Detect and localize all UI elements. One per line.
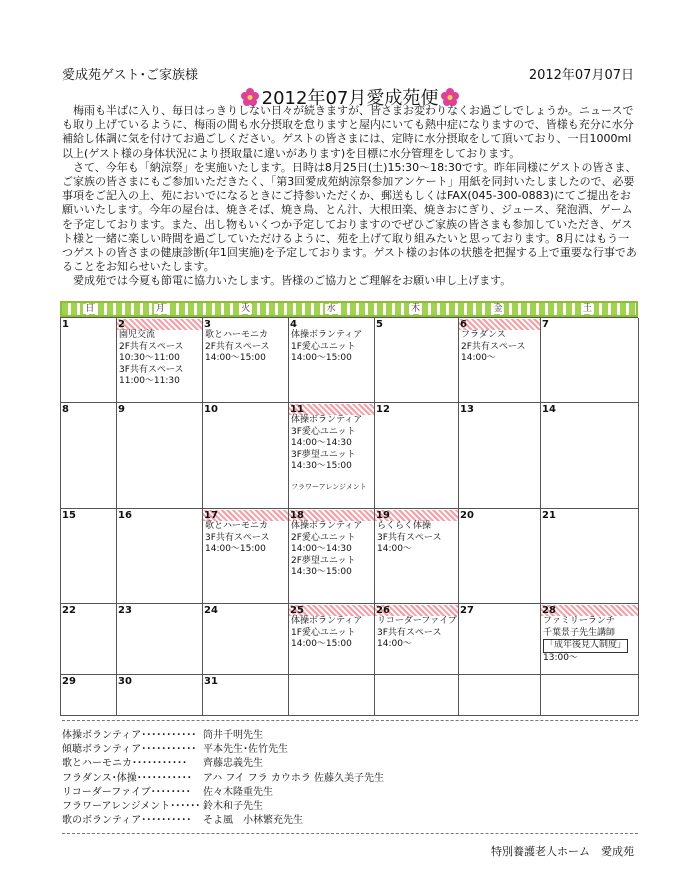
day-number: 2 (117, 319, 202, 330)
day-number: 4 (290, 319, 297, 330)
event-line: 3F共有スペース (119, 364, 184, 375)
day-number: 7 (542, 319, 549, 330)
calendar-cell (61, 604, 117, 675)
volunteer-role: フラワーアレンジメント･･････ (62, 801, 201, 813)
day-number: 26 (375, 605, 458, 616)
calendar-cell (117, 403, 203, 509)
event-line: 14:00～ (377, 544, 412, 555)
calendar-cell (117, 509, 203, 604)
event-line: 14:00～15:00 (205, 353, 266, 364)
volunteer-role: 体操ボランティア･･･････････ (62, 730, 197, 741)
calendar-cell (289, 509, 375, 604)
event-line: 2F共有スペース (461, 341, 526, 352)
day-number: 8 (62, 404, 69, 415)
day-number: 21 (542, 510, 556, 521)
volunteer-name: 佐々木隆重先生 (203, 786, 273, 798)
event-line: 千葉景子先生講師 (543, 627, 616, 638)
event-line: 14:00～15:00 (291, 639, 352, 650)
event-line: リコーダーファイブ (377, 616, 457, 627)
event-line: 11:00～11:30 (119, 376, 180, 387)
calendar-cell (541, 675, 639, 716)
calendar-cell (61, 509, 117, 604)
weekday-label: 火 (241, 304, 251, 314)
calendar-cell (375, 604, 459, 675)
weekday-label: 水 (326, 304, 336, 314)
calendar-cell (203, 675, 289, 716)
event-line: 14:00～14:30 (291, 544, 352, 555)
calendar-cell (375, 318, 459, 403)
event-line: 1F愛心ユニット (291, 627, 356, 638)
calendar-cell (541, 509, 639, 604)
day-number: 23 (118, 605, 132, 616)
event-line: 14:30～15:00 (291, 461, 352, 472)
calendar-cell (459, 318, 541, 403)
event-line: 10:30～11:00 (119, 353, 180, 364)
event-line: 歌とハーモニカ (205, 330, 269, 341)
volunteer-row (62, 786, 384, 800)
volunteer-name: アハ フイ フラ カウホラ 佐藤久美子先生 (203, 772, 385, 784)
event-calendar (60, 301, 638, 716)
event-line: 園児交流 (119, 330, 156, 341)
calendar-cell (459, 675, 541, 716)
day-number: 22 (62, 605, 76, 616)
event-line: 1F愛心ユニット (291, 341, 356, 352)
recipient: 愛成苑ゲスト･ご家族様 (62, 68, 198, 83)
title-text: 2012年07月愛成苑便 (261, 88, 439, 109)
calendar-grid (60, 317, 638, 716)
weekday-label: 土 (582, 304, 592, 314)
calendar-cell (203, 403, 289, 509)
calendar-cell (203, 509, 289, 604)
calendar-cell (541, 318, 639, 403)
body-paragraph: 梅雨も半ばに入り、毎日はっきりしない日々が続きますが、皆さまお変わりなくお過ごしでしょうか。ニュースでも取り上げているように、梅雨の間も水分摂取を怠りますと屋内にいても熱中症になりますので、皆様も充分に水分補給し体調に気を付けてお過ごしください。ゲストの皆さまには、定時に水分摂取をして頂いており、一日1000ml以上(ゲスト様の身体状況により摂取量に違いがあります)を目標に水分管理をしております。 (62, 104, 634, 160)
event-line: 2F夢望ユニット (291, 555, 356, 566)
event-line: ファミリーランチ (543, 616, 615, 627)
day-number: 5 (376, 319, 383, 330)
calendar-cell (289, 403, 375, 509)
volunteer-row (62, 800, 384, 814)
calendar-cell (289, 604, 375, 675)
calendar-cell (459, 403, 541, 509)
volunteer-name: 筒井千明先生 (203, 730, 263, 741)
event-line: 2F共有スペース (119, 341, 184, 352)
event-line: 3F共有スペース (377, 627, 442, 638)
day-number: 15 (62, 510, 76, 521)
day-number: 14 (542, 404, 556, 415)
calendar-cell (459, 604, 541, 675)
day-number: 10 (204, 404, 218, 415)
volunteer-row (62, 743, 384, 757)
day-number: 28 (541, 605, 638, 616)
event-line: 2F共有スペース (205, 341, 270, 352)
day-number: 29 (62, 676, 76, 687)
calendar-cell (289, 318, 375, 403)
volunteer-list (62, 729, 384, 828)
calendar-cell (459, 509, 541, 604)
volunteer-name: そよ風 小林繁充先生 (203, 815, 303, 827)
calendar-cell (117, 675, 203, 716)
day-number: 17 (203, 510, 288, 521)
day-number: 25 (289, 605, 374, 616)
calendar-cell (61, 318, 117, 403)
weekday-header (60, 301, 638, 317)
volunteer-name: 鈴木和子先生 (203, 801, 263, 813)
calendar-cell (375, 509, 459, 604)
volunteer-role: フラダンス･体操･･･････････ (62, 772, 192, 784)
day-number: 1 (62, 319, 69, 330)
day-number: 27 (460, 605, 474, 616)
calendar-cell (203, 318, 289, 403)
divider (62, 720, 638, 721)
event-line: 14:00～ (377, 639, 412, 650)
event-line: 体操ボランティア (291, 415, 363, 426)
calendar-cell (203, 604, 289, 675)
calendar-cell (117, 604, 203, 675)
day-number: 18 (289, 510, 374, 521)
body-paragraph: さて、今年も「納涼祭」を実施いたします。日時は8月25日(土)15:30～18:30です。昨年同様にゲストの皆さま、ご家族の皆さまにもご参加いただきたく、「第3回愛成苑納涼祭参加アンケート」用紙を同封いたしましたので、必要事項をご記入の上、苑においでになるときにご持参いただくか、郵送もしくはFAX(045-300-0883)にてご提出をお願いいたします。今年の屋台は、焼きそば、焼き鳥、とん汁、大根田楽、焼きおにぎり、ジュース、発泡酒、ゲームを予定しております。また、出し物もいくつか予定しておりますのでぜひご家族の皆さまも参加していただき、ゲスト様と一緒に楽しい時間を過ごしていただけるように、苑を上げて取り組みたいと思っております。8月にはもう一つゲストの皆さまの健康診断(年1回実施)を予定しております。ゲスト様のお体の状態を把握する上で重要な行事であることをお知らせいたします。 (62, 160, 637, 274)
volunteer-name: 平本先生･佐竹先生 (203, 744, 288, 756)
calendar-cell (61, 675, 117, 716)
day-number: 16 (118, 510, 132, 521)
footer-org: 特別養護老人ホーム 愛成苑 (491, 845, 634, 858)
day-number: 12 (376, 404, 390, 415)
day-number: 9 (118, 404, 125, 415)
divider (62, 833, 638, 834)
event-line: 3F夢望ユニット (291, 449, 356, 460)
volunteer-row (62, 729, 384, 743)
calendar-cell (541, 604, 639, 675)
event-line: 14:00～15:00 (205, 544, 266, 555)
event-line: 「成年後見人制度」 (543, 639, 628, 652)
volunteer-row (62, 772, 384, 786)
volunteer-name: 齊藤忠義先生 (203, 758, 263, 770)
event-line: 3F共有スペース (205, 532, 270, 543)
event-line: 13:00～ (543, 652, 578, 663)
day-number: 11 (289, 404, 374, 415)
volunteer-role: リコーダーファイブ････････ (62, 786, 191, 798)
event-line: フラダンス (461, 330, 506, 341)
weekday-label: 月 (155, 304, 165, 314)
volunteer-role: 歌のボランティア･･････････ (62, 815, 192, 827)
volunteer-role: 傾聴ボランティア･･･････････ (62, 744, 197, 756)
day-number: 3 (204, 319, 211, 330)
newsletter-body (62, 104, 638, 289)
event-line: 14:00～14:30 (291, 438, 352, 449)
event-line: 体操ボランティア (291, 616, 363, 627)
event-line: 2F愛心ユニット (291, 532, 356, 543)
event-note: フラワーアレンジメント (291, 483, 367, 492)
event-line: 14:00～15:00 (291, 353, 352, 364)
calendar-cell (289, 675, 375, 716)
calendar-cell (541, 403, 639, 509)
body-paragraph: 愛成苑では今夏も節電に協力いたします。皆様のご協力とご理解をお願い申し上げます。 (62, 274, 512, 288)
calendar-cell (375, 675, 459, 716)
calendar-cell (117, 318, 203, 403)
calendar-cell (61, 403, 117, 509)
event-line: 体操ボランティア (291, 330, 363, 341)
day-number: 24 (204, 605, 218, 616)
event-line: 14:30～15:00 (291, 567, 352, 578)
event-line: 歌とハーモニカ (205, 521, 269, 532)
volunteer-row (62, 814, 384, 828)
event-line: 体操ボランティア (291, 521, 363, 532)
event-line: 3F共有スペース (377, 532, 442, 543)
weekday-label: 木 (411, 304, 421, 314)
volunteer-row (62, 757, 384, 771)
weekday-label: 日 (85, 304, 95, 314)
calendar-cell (375, 403, 459, 509)
event-line: 3F愛心ユニット (291, 426, 356, 437)
issue-date: 2012年07月07日 (528, 68, 634, 83)
day-number: 6 (459, 319, 540, 330)
weekday-label: 金 (493, 304, 503, 314)
day-number: 19 (375, 510, 458, 521)
day-number: 31 (204, 676, 218, 687)
event-line: 14:00～ (461, 353, 496, 364)
volunteer-role: 歌とハーモニカ･･･････････ (62, 758, 187, 770)
day-number: 30 (118, 676, 132, 687)
day-number: 13 (460, 404, 474, 415)
event-line: らくらく体操 (377, 521, 432, 532)
day-number: 20 (460, 510, 474, 521)
